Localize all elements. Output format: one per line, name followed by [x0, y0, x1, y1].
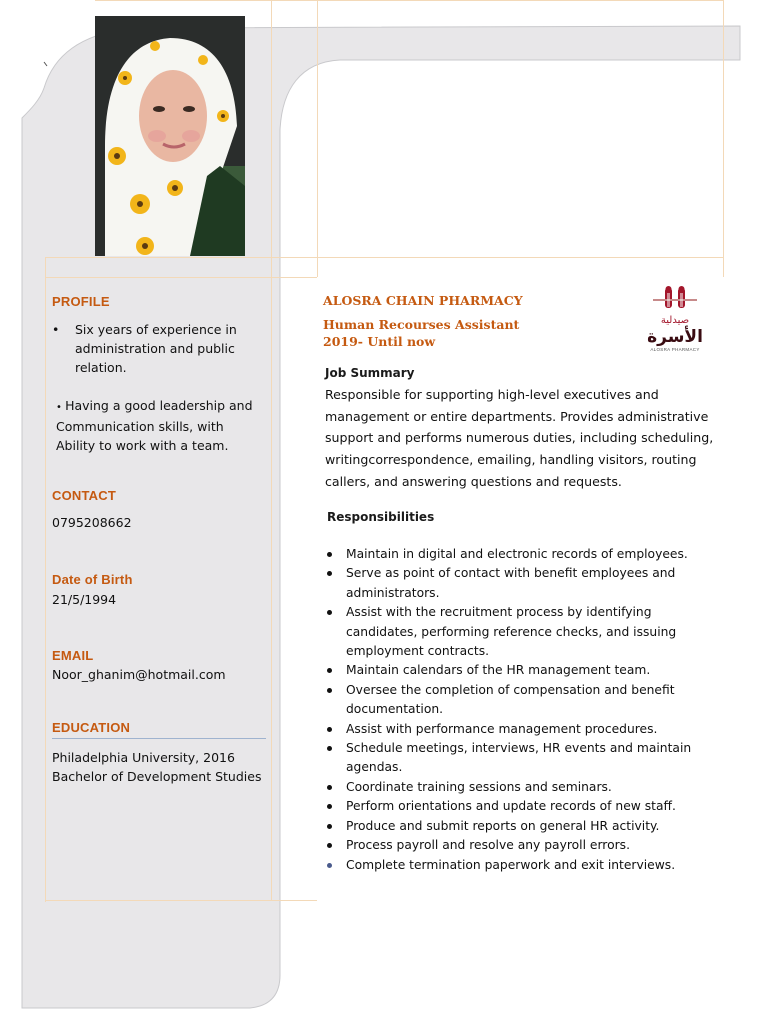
education-line-1: Philadelphia University, 2016 — [52, 750, 235, 765]
guide-line — [45, 257, 723, 258]
guide-line — [271, 0, 272, 900]
education-heading: EDUCATION — [52, 720, 131, 735]
logo-mark-icon — [645, 285, 705, 315]
list-item: Complete termination paperwork and exit interviews. — [325, 856, 720, 875]
list-item: Perform orientations and update records of new staff. — [325, 797, 720, 816]
list-item: Maintain in digital and electronic records of employees. — [325, 545, 720, 564]
guide-line — [45, 257, 46, 902]
company-name: ALOSRA CHAIN PHARMACY — [323, 293, 523, 308]
list-item: Assist with the recruitment process by identifying candidates, performing reference checks, and issuing employment contracts. — [325, 603, 720, 661]
contact-heading: CONTACT — [52, 488, 116, 503]
list-item: Coordinate training sessions and seminars. — [325, 778, 720, 797]
job-period: 2019- Until now — [323, 334, 436, 349]
guide-line — [317, 0, 318, 277]
guide-line — [95, 0, 723, 1]
logo-arabic-small: صيدلية — [660, 315, 690, 326]
guide-line — [45, 900, 317, 901]
responsibilities-heading: Responsibilities — [327, 510, 435, 524]
list-item: Oversee the completion of compensation and benefit documentation. — [325, 681, 720, 720]
list-item: Assist with performance management procedures. — [325, 720, 720, 739]
list-item: Maintain calendars of the HR management team. — [325, 661, 720, 680]
list-item: Process payroll and resolve any payroll errors. — [325, 836, 720, 855]
email-value: Noor_ghanim@hotmail.com — [52, 667, 226, 682]
email-heading: EMAIL — [52, 648, 94, 663]
responsibilities-list — [325, 545, 720, 875]
guide-line — [45, 277, 317, 278]
profile-photo — [95, 16, 245, 256]
list-item: Produce and submit reports on general HR activity. — [325, 817, 720, 836]
dob-value: 21/5/1994 — [52, 592, 117, 607]
contact-phone: 0795208662 — [52, 515, 132, 530]
dob-heading: Date of Birth — [52, 572, 133, 587]
guide-line — [723, 0, 724, 277]
list-item: Schedule meetings, interviews, HR events and maintain agendas. — [325, 739, 720, 778]
summary-heading: Job Summary — [325, 366, 415, 380]
bullet-icon: • — [56, 402, 66, 413]
profile-heading: PROFILE — [52, 294, 110, 309]
profile-bullet-1: • Six years of experience in administration and public relation. — [52, 322, 237, 375]
job-title: Human Recourses Assistant — [323, 317, 520, 332]
list-item: Serve as point of contact with benefit employees and administrators. — [325, 564, 720, 603]
education-line-2: Bachelor of Development Studies — [52, 769, 262, 784]
profile-bullet-2: • Having a good leadership and Communication skills, with Ability to work with a team. — [56, 398, 253, 453]
education-divider — [52, 738, 266, 739]
bullet-icon: • — [52, 322, 60, 337]
logo-latin: ALOSRA PHARMACY — [650, 347, 700, 352]
pharmacy-logo — [645, 285, 705, 360]
logo-arabic-large: الأسرة — [647, 327, 703, 347]
summary-text: Responsible for supporting high-level executives and management or entire departments. Provides administrative support and performs numerous duties, including scheduling, writingcorrespondence, emailing, handling visitors, routing callers, and answering questions and requests. — [325, 387, 714, 489]
